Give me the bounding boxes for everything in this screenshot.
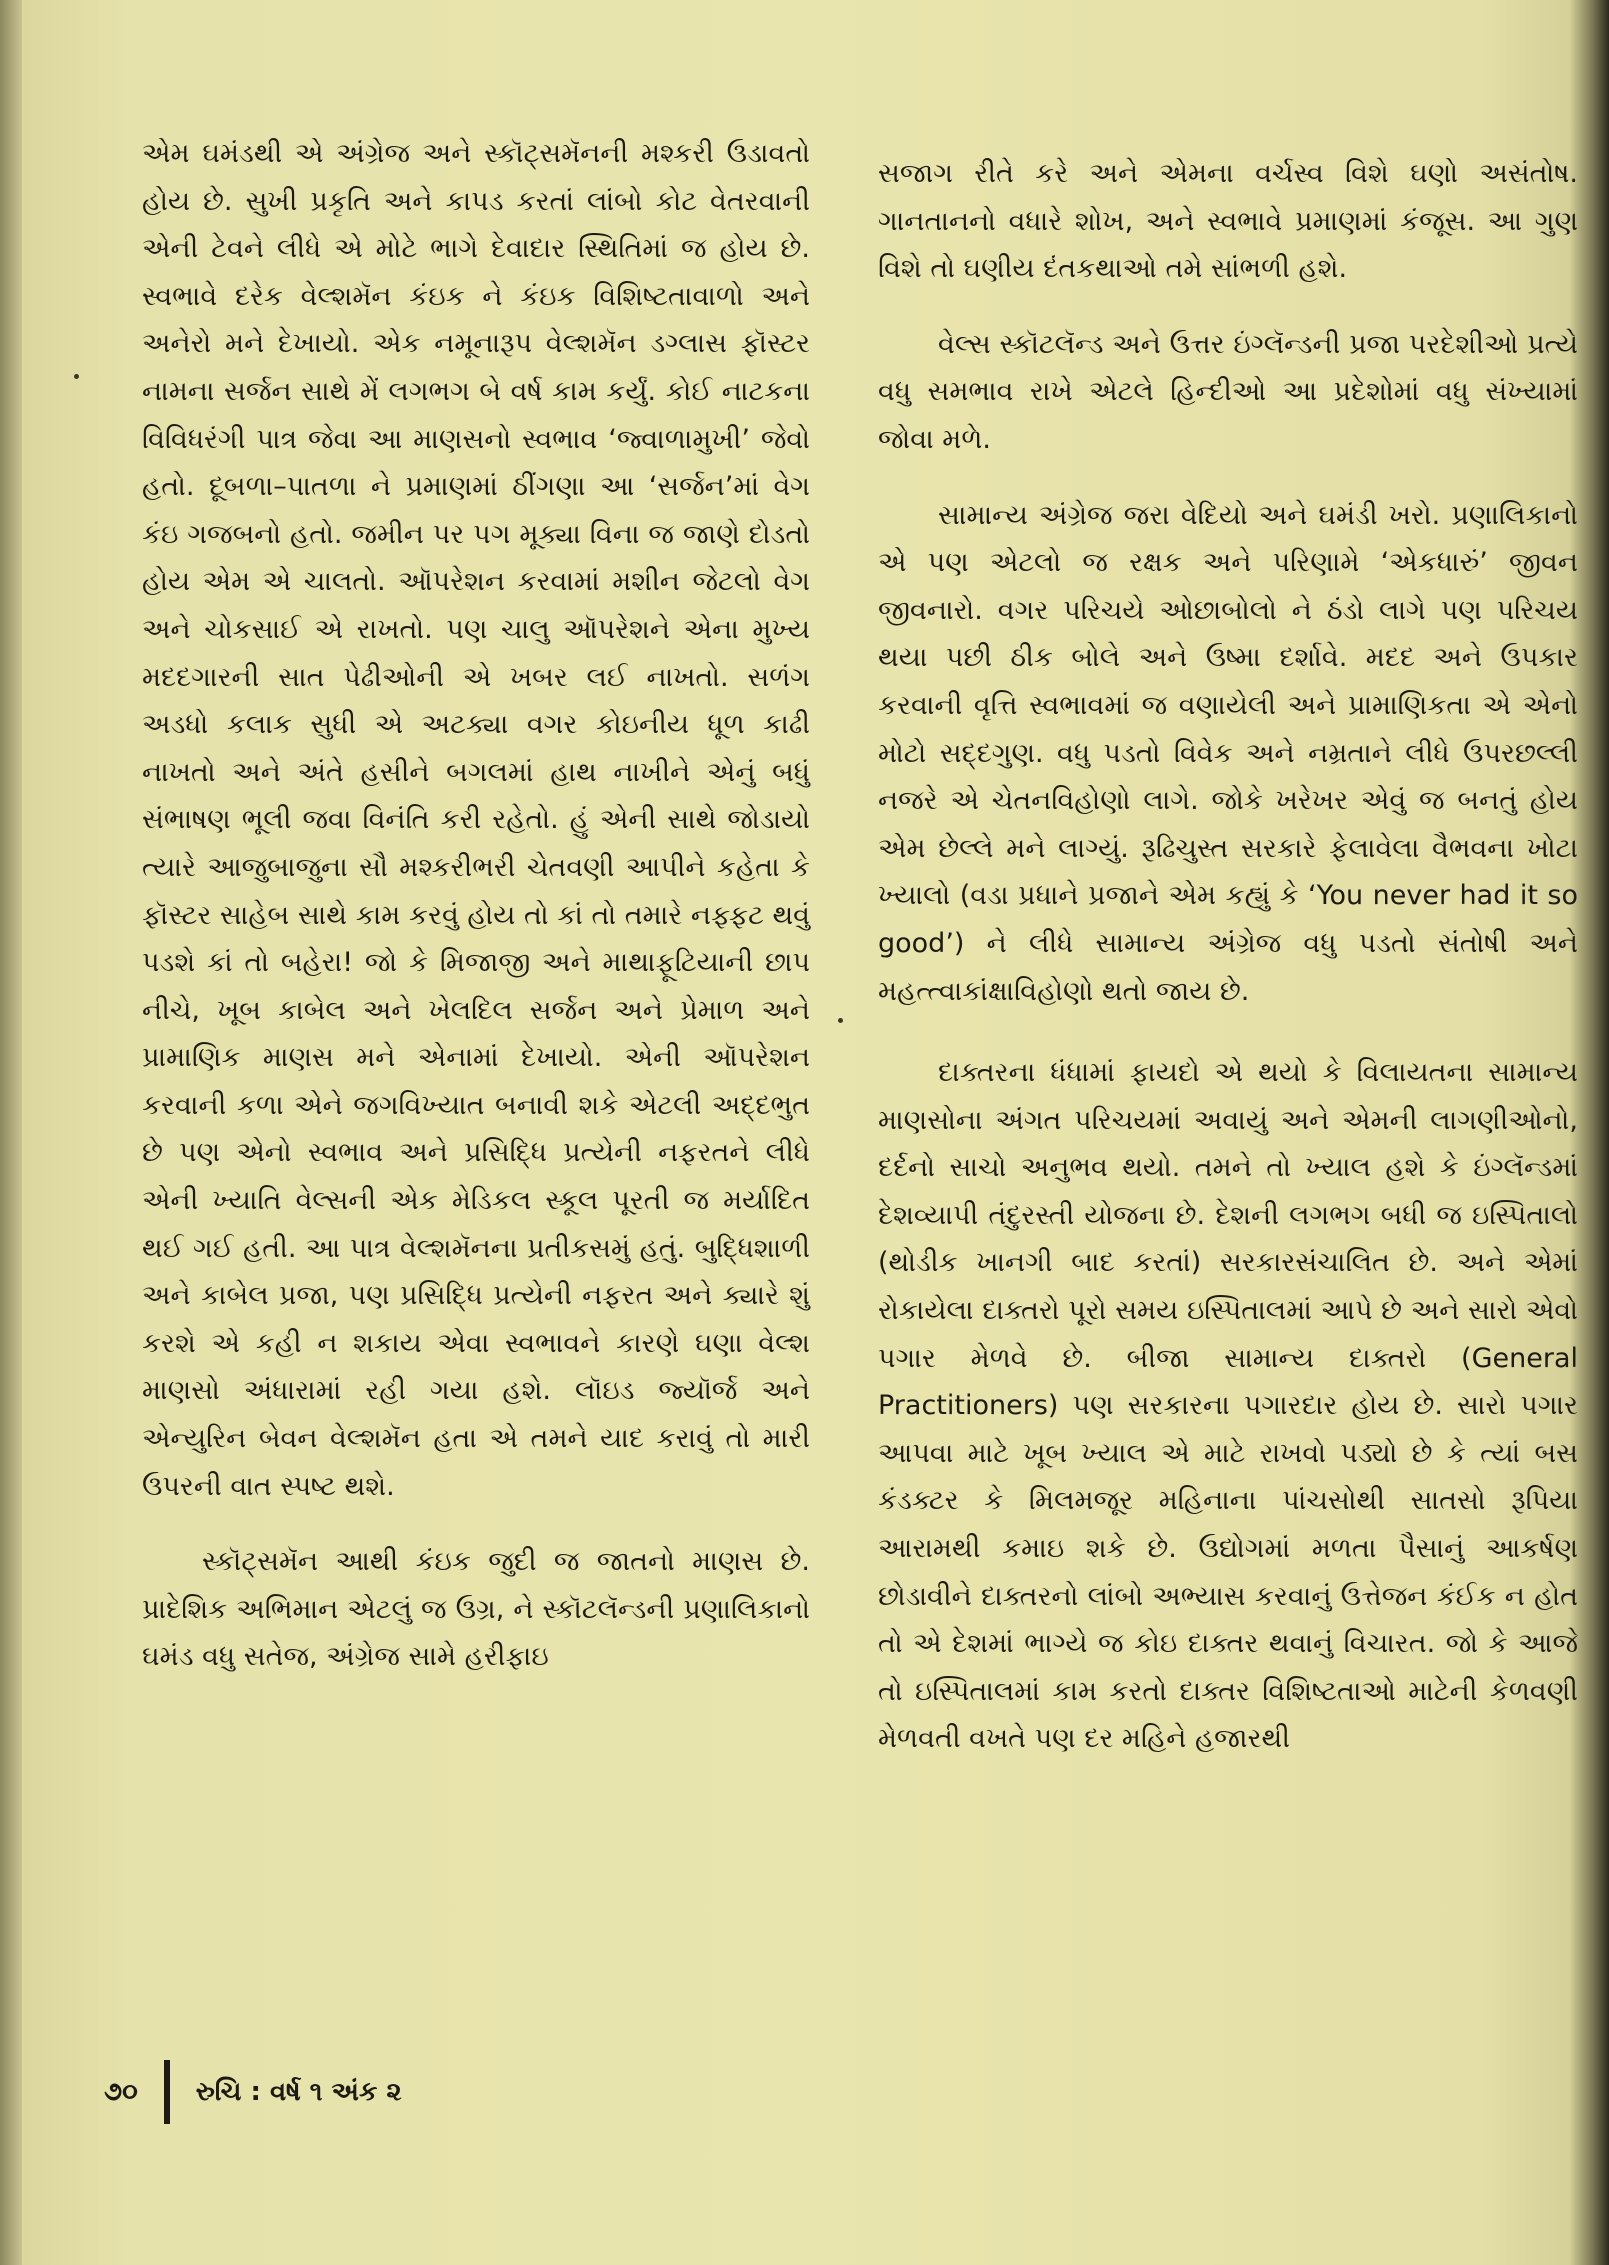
speck-mark [838, 1018, 843, 1023]
left-paragraph-1: એમ ઘમંડથી એ અંગ્રેજ અને સ્કૉટ્સમૅનની મશ્કરી ઉડાવતો હોય છે. સુખી પ્રકૃતિ અને કાપડ કરતાં લાંબો કોટ વેતરવાની એની ટેવને લીધે એ મોટે ભાગે દેવાદાર સ્થિતિમાં જ હોય છે. સ્વભાવે દરેક વેલ્શમૅન કંઇક ને કંઇક વિશિષ્ટતાવાળો અને અનેરો મને દેખાયો. એક નમૂનારૂપ વેલ્શમૅન ડગ્લાસ ફૉસ્ટર નામના સર્જન સાથે મેં લગભગ બે વર્ષ કામ કર્યું. કોઈ નાટકના વિવિધરંગી પાત્ર જેવા આ માણસનો સ્વભાવ ‘જ્વાળામુખી’ જેવો હતો. દૂબળા–પાતળા ને પ્રમાણમાં ઠીંગણા આ ‘સર્જન’માં વેગ કંઇ ગજબનો હતો. જમીન પર પગ મૂક્યા વિના જ જાણે દોડતો હોય એમ એ ચાલતો. ઑપરેશન કરવામાં મશીન જેટલો વેગ અને ચોકસાઈ એ રાખતો. પણ ચાલુ ઑપરેશને એના મુખ્ય મદદગારની સાત પેઢીઓની એ ખબર લઈ નાખતો. સળંગ અડધો કલાક સુધી એ અટક્યા વગર કોઇનીય ધૂળ કાઢી નાખતો અને અંતે હસીને બગલમાં હાથ નાખીને એનું બધું સંભાષણ ભૂલી જવા વિનંતિ કરી રહેતો. હું એની સાથે જોડાયો ત્યારે આજુબાજુના સૌ મશ્કરીભરી ચેતવણી આપીને કહેતા કે ફૉસ્ટર સાહેબ સાથે કામ કરવું હોય તો કાં તો તમારે નફ્ફટ થવું પડશે કાં તો બહેરા! જો કે મિજાજી અને માથાફૂટિયાની છાપ નીચે, ખૂબ કાબેલ અને ખેલદિલ સર્જન અને પ્રેમાળ અને પ્રામાણિક માણસ મને એનામાં દેખાયો. એની ઑપરેશન કરવાની કળા એને જગવિખ્યાત બનાવી શકે એટલી અદ્દભુત છે પણ એનો સ્વભાવ અને પ્રસિદ્ધિ પ્રત્યેની નફરતને લીધે એની ખ્યાતિ વેલ્સની એક મેડિકલ સ્કૂલ પૂરતી જ મર્યાદિત થઈ ગઈ હતી. આ પાત્ર વેલ્શમૅનના પ્રતીકસમું હતું. બુદ્ધિશાળી અને કાબેલ પ્રજા, પણ પ્રસિદ્ધિ પ્રત્યેની નફરત અને ક્યારે શું કરશે એ કહી ન શકાય એવા સ્વભાવને કારણે ઘણા વેલ્શ માણસો અંધારામાં રહી ગયા હશે. લૉઇડ જ્યૉર્જ અને એન્યુરિન બેવન વેલ્શમૅન હતા એ તમને યાદ કરાવું તો મારી ઉપરની વાત સ્પષ્ટ થશે. [142, 138, 810, 1502]
speck-mark [74, 374, 79, 379]
right-column [878, 150, 1578, 1763]
page-footer [104, 2060, 402, 2124]
right-paragraph-4: દાક્તરના ધંધામાં ફાયદો એ થયો કે વિલાયતના સામાન્ય માણસોના અંગત પરિચયમાં અવાયું અને એમની લાગણીઓનો, દર્દનો સાચો અનુભવ થયો. તમને તો ખ્યાલ હશે કે ઇંગ્લૅન્ડમાં દેશવ્યાપી તંદુરસ્તી યોજના છે. દેશની લગભગ બધી જ ઇસ્પિતાલો (થોડીક ખાનગી બાદ કરતાં) સરકારસંચાલિત છે. અને એમાં રોકાયેલા દાક્તરો પૂરો સમય ઇસ્પિતાલમાં આપે છે અને સારો એવો પગાર મેળવે છે. બીજા સામાન્ય દાક્તરો (General Practitioners) પણ સરકારના પગારદાર હોય છે. સારો પગાર આપવા માટે ખૂબ ખ્યાલ એ માટે રાખવો પડ્યો છે કે ત્યાં બસ કંડક્ટર કે મિલમજૂર મહિનાના પાંચસોથી સાતસો રૂપિયા આરામથી કમાઇ શકે છે. ઉદ્યોગમાં મળતા પૈસાનું આકર્ષણ છોડાવીને દાક્તરનો લાંબો અભ્યાસ કરવાનું ઉત્તેજન કંઈક ન હોત તો એ દેશમાં ભાગ્યે જ કોઇ દાક્તર થવાનું વિચારત. જો કે આજે તો ઇસ્પિતાલમાં કામ કરતો દાક્તર વિશિષ્ટતાઓ માટેની કેળવણી મેળવતી વખતે પણ દર મહિને હજારથી [878, 1057, 1578, 1755]
right-paragraph-1: સજાગ રીતે કરે અને એમના વર્ચસ્વ વિશે ઘણો અસંતોષ. ગાનતાનનો વધારે શોખ, અને સ્વભાવે પ્રમાણમાં કંજૂસ. આ ગુણ વિશે તો ઘણીય દંતકથાઓ તમે સાંભળી હશે. [878, 158, 1578, 285]
page-number: ૭૦ [104, 2076, 138, 2107]
right-paragraph-3: સામાન્ય અંગ્રેજ જરા વેદિયો અને ઘમંડી ખરો. પ્રણાલિકાનો એ પણ એટલો જ રક્ષક અને પરિણામે ‘એકધારું’ જીવન જીવનારો. વગર પરિચયે ઓછાબોલો ને ઠંડો લાગે પણ પરિચય થયા પછી ઠીક બોલે અને ઉષ્મા દર્શાવે. મદદ અને ઉપકાર કરવાની વૃત્તિ સ્વભાવમાં જ વણાયેલી અને પ્રામાણિકતા એ એનો મોટો સદ્દગુણ. વધુ પડતો વિવેક અને નમ્રતાને લીધે ઉપરછલ્લી નજરે એ ચેતનવિહોણો લાગે. જોકે ખરેખર એવું જ બનતું હોય એમ છેલ્લે મને લાગ્યું. રૂઢિચુસ્ત સરકારે ફેલાવેલા વૈભવના ખોટા ખ્યાલો (વડા પ્રધાને પ્રજાને એમ કહ્યું કે ‘You never had it so good’) ને લીધે સામાન્ય અંગ્રેજ વધુ પડતો સંતોષી અને મહત્ત્વાકાંક્ષાવિહોણો થતો જાય છે. [878, 499, 1578, 1007]
left-column [142, 130, 810, 1681]
footer-divider [164, 2060, 170, 2124]
right-paragraph-2: વેલ્સ સ્કૉટલૅન્ડ અને ઉત્તર ઇંગ્લૅન્ડની પ્રજા પરદેશીઓ પ્રત્યે વધુ સમભાવ રાખે એટલે હિન્દીઓ આ પ્રદેશોમાં વધુ સંખ્યામાં જોવા મળે. [878, 328, 1578, 455]
journal-issue: રુચિ : વર્ષ ૧ અંક ૨ [195, 2076, 402, 2107]
left-paragraph-2: સ્કૉટ્સમૅન આથી કંઇક જુદી જ જાતનો માણસ છે. પ્રાદેશિક અભિમાન એટલું જ ઉગ્ર, ને સ્કૉટલૅન્ડની પ્રણાલિકાનો ઘમંડ વધુ સતેજ, અંગ્રેજ સામે હરીફાઇ [142, 1546, 810, 1673]
page-edge-left [0, 0, 22, 2265]
